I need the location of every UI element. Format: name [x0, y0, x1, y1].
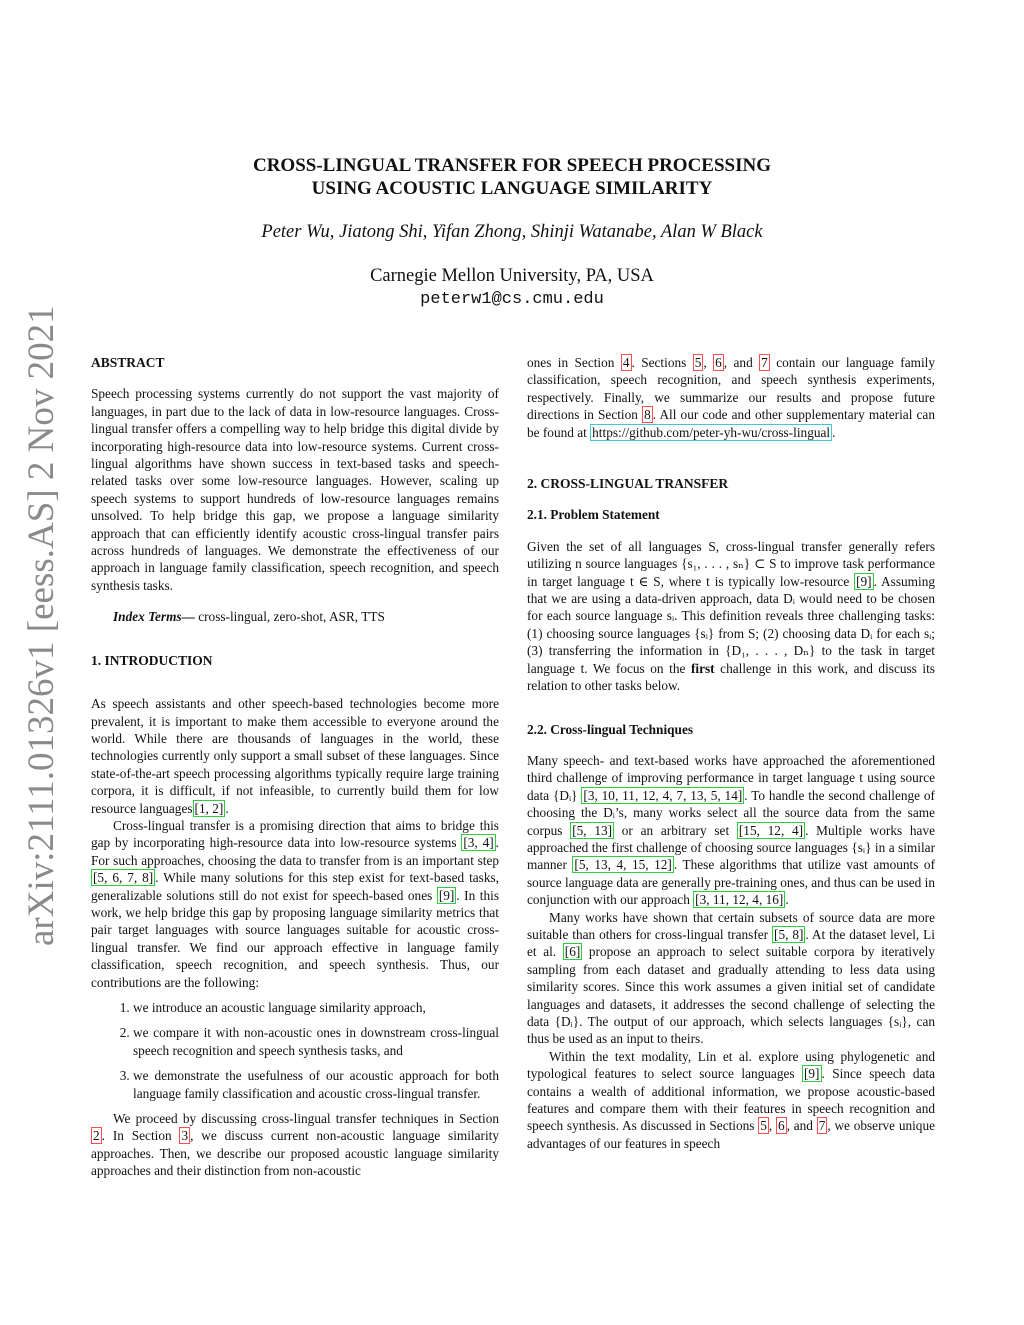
tech-text: , and [786, 1118, 817, 1134]
intro-cont-text: . Sections [631, 355, 693, 370]
section-ref-link[interactable]: 8 [644, 407, 651, 423]
tech-text: Within the text modality, Lin et al. explore using phylogenetic and typological features to select source languages [527, 1048, 935, 1082]
author-list: Peter Wu, Jiatong Shi, Yifan Zhong, Shinji Watanabe, Alan W Black [261, 222, 763, 242]
intro-cont-text: , and [723, 355, 760, 370]
index-terms [91, 608, 499, 625]
intro-p1-text: As speech assistants and other speech-based technologies become more prevalent, it is important to make them accessible to everyone around the world. While there are thousands of languages in the world, these technologies currently only support a small subset of these languages. Since state-of-the-art speech processing algorithms typically require large training corpora, it is difficult, if not infeasible, to currently build them for low resource languages [91, 696, 499, 816]
tech-text: . Since speech data contains a wealth of additional information, we propose acoustic-based features and compare them with their features in speech recognition and speech synthesis. As discussed in Sections [527, 1066, 935, 1134]
section-ref-link[interactable]: 5 [760, 1118, 767, 1134]
section-ref-link[interactable]: 3 [181, 1128, 189, 1144]
intro-continuation [527, 354, 935, 441]
section-1-heading: 1. INTRODUCTION [91, 652, 213, 668]
citation-link[interactable]: [5, 6, 7, 8] [93, 870, 154, 886]
github-url-link[interactable]: https://github.com/peter-yh-wu/cross-lingual [592, 424, 831, 440]
abstract-heading: ABSTRACT [91, 355, 165, 370]
arxiv-side-banner: arXiv:2111.01326v1 [eess.AS] 2 Nov 2021 [21, 305, 62, 946]
tech-text: Many speech- and text-based works have approached the aforementioned third challenge of improving performance in target language t using source data {Dᵢ} [527, 752, 935, 803]
section-ref-link[interactable]: 5 [694, 355, 702, 370]
tech-text: , we observe unique advantages of our features in speech [527, 1118, 936, 1151]
citation-link[interactable]: [3, 10, 11, 12, 4, 7, 13, 5, 14] [583, 787, 743, 803]
title-line-1: CROSS-LINGUAL TRANSFER FOR SPEECH PROCESSING [252, 155, 772, 176]
citation-link[interactable]: [15, 12, 4] [738, 822, 804, 838]
citation-link[interactable]: [5, 8] [774, 926, 804, 942]
section-2-heading: 2. CROSS-LINGUAL TRANSFER [527, 476, 729, 492]
intro-cont-text: ones in Section [527, 355, 621, 370]
section-ref-link[interactable]: 2 [93, 1128, 100, 1144]
title-line-2: USING ACOUSTIC LANGUAGE SIMILARITY [311, 178, 713, 199]
subsection-2-1-heading: 2.1. Problem Statement [527, 507, 660, 523]
intro-p3-text: , we discuss current non-acoustic language similarity approaches. Then, we describe our proposed acoustic language similarity approaches and their distinction from non-acoustic [91, 1128, 499, 1179]
section-ref-link[interactable]: 4 [622, 355, 630, 370]
contact-email[interactable]: peterw1@cs.cmu.edu [420, 290, 604, 309]
emphasis-first: first [690, 660, 715, 676]
contribution-item: 2. we compare it with non-acoustic ones in downstream cross-lingual speech recognition and speech synthesis tasks, and [133, 1024, 499, 1059]
abstract-text: Speech processing systems currently do not support the vast majority of languages, in part due to the lack of data in low-resource languages. Cross-lingual transfer offers a compelling way to help bridge this digital divide by incorporating high-resource data into low-resource systems. Current cross-lingual algorithms have shown success in text-based tasks and speech-related tasks over some low-resource languages. However, scaling up speech systems to support hundreds of low-resource languages remains unsolved. To help bridge this gap, we propose a language similarity approach that can efficiently identify acoustic cross-lingual transfer pairs across hundreds of languages. We demonstrate the effectiveness of our approach in language family classification, speech recognition, and speech synthesis tasks. [91, 386, 499, 593]
tech-text: propose an approach to select suitable corpora by iteratively sampling from each dataset and gradually attending to less data using similarity scores. Since this work assumes a given initial set of candidate languages and datasets, it addresses the second challenge of selecting the data {Dᵢ}. The output of our approach, which selects languages {sᵢ}, can thus be used as an input to theirs. [527, 944, 935, 1047]
citation-link[interactable]: [9] [856, 573, 872, 589]
section-ref-link[interactable]: 6 [778, 1118, 785, 1134]
intro-p2-text: . In this work, we help bridge this gap by proposing language similarity metrics that pair target languages with source languages suitable for acoustic cross-lingual transfer. We find our approach effective in language family classification, speech recognition, and speech synthesis. Thus, our contributions are the following: [91, 887, 500, 990]
tech-text: . These algorithms that utilize vast amounts of source language data are generally pre-training ones, and thus can be used in conjunction with our approach [527, 857, 936, 908]
contribution-item: 3. we demonstrate the usefulness of our acoustic approach for both language family classification and acoustic cross-lingual transfer. [133, 1067, 499, 1102]
intro-p2-text: . While many solutions for this step exist for text-based tasks, generalizable solutions still do not exist for speech-based ones [91, 870, 499, 903]
problem-text: challenge in this work, and discuss its relation to other tasks below. [527, 660, 935, 694]
citation-link[interactable]: [6] [564, 944, 581, 960]
tech-text: or an arbitrary set [614, 822, 737, 838]
tech-text: Many works have shown that certain subsets of source data are more suitable than others for cross-lingual transfer [527, 909, 935, 942]
citation-link[interactable]: [5, 13, 4, 15, 12] [574, 857, 672, 873]
problem-statement-paragraph [527, 538, 935, 695]
paper-title [0, 154, 1024, 200]
intro-cont-text: . [832, 424, 836, 440]
intro-p3-text: . In Section [101, 1128, 180, 1144]
citation-link[interactable]: [1, 2] [194, 800, 224, 816]
index-terms-values: cross-lingual, zero-shot, ASR, TTS [198, 609, 385, 625]
contribution-item: 1. we introduce an acoustic language similarity approach, [133, 999, 499, 1016]
tech-text: . [785, 892, 789, 908]
intro-cont-text: , [703, 355, 714, 370]
tech-text: . To handle the second challenge of choosing the Dᵢ’s, many works select all the source data from the same corpus [527, 787, 935, 838]
tech-text: . Multiple works have approached the first challenge of choosing source languages {sᵢ} in a similar manner [527, 822, 936, 873]
intro-p2-text: Cross-lingual transfer is a promising direction that aims to bridge this gap by incorporating high-resource data into low-resource systems [91, 817, 499, 851]
citation-link[interactable]: [9] [438, 887, 455, 903]
intro-p2-text: . For such approaches, choosing the data to transfer from is an important step [91, 835, 499, 868]
problem-text: . Assuming that we are using a data-driven approach, data Dᵢ would need to be chosen for each source language sᵢ. This definition reveals three challenging tasks: (1) choosing source languages {sᵢ} from S; (2) choosing data Dᵢ for each sᵢ; (3) transferring the information in {D₁, . . . , Dₙ} to the task in target language t. We focus on the [527, 573, 935, 676]
intro-paragraph-1: As speech assistants and other speech-based technologies become more prevalent, it is important to make them accessible to everyone around the world. While there are thousands of languages in the world, these technologies currently only support a small subset of these languages. Since state-of-the-art speech processing algorithms typically require large training corpora, it is difficult, if not infeasible, to currently build them for low resource languages [1, 2] . [91, 696, 499, 816]
index-terms-label: Index Terms— [113, 609, 195, 625]
intro-paragraph-2 [91, 817, 499, 991]
intro-cont-text: . All our code and other supplementary material can be found at [527, 407, 935, 440]
intro-p3-text: We proceed by discussing cross-lingual transfer techniques in Section [113, 1111, 499, 1127]
right-column [527, 354, 935, 1152]
citation-link[interactable]: [3, 11, 12, 4, 16] [695, 892, 784, 908]
section-ref-link[interactable]: 7 [818, 1118, 826, 1134]
affiliation: Carnegie Mellon University, PA, USA [370, 266, 654, 286]
intro-paragraph-3 [91, 1110, 499, 1180]
section-ref-link[interactable]: 7 [761, 355, 768, 370]
intro-cont-text: contain our language family classification, speech recognition, and speech synthesis experiments, respectively. Finally, we summarize our results and propose future directions in Section [527, 355, 936, 423]
techniques-paragraph-1 [527, 752, 935, 909]
left-column [91, 354, 499, 1180]
citation-link[interactable]: [9] [803, 1066, 820, 1082]
citation-link[interactable]: [3, 4] [463, 835, 494, 851]
citation-link[interactable]: [5, 13] [572, 822, 613, 838]
section-ref-link[interactable]: 6 [715, 355, 722, 370]
techniques-paragraph-3 [527, 1048, 935, 1152]
problem-text: Given the set of all languages S, cross-lingual transfer generally refers utilizing n source languages {s₁, . . . , sₙ} ⊂ S to improve task performance in target language t ∈ S, where t is typically low-resource [527, 538, 935, 589]
techniques-paragraph-2 [527, 909, 935, 1048]
contribution-list [91, 999, 499, 1102]
tech-text: , [768, 1118, 776, 1134]
tech-text: . At the dataset level, Li et al. [527, 926, 935, 960]
subsection-2-2-heading: 2.2. Cross-lingual Techniques [527, 721, 694, 737]
